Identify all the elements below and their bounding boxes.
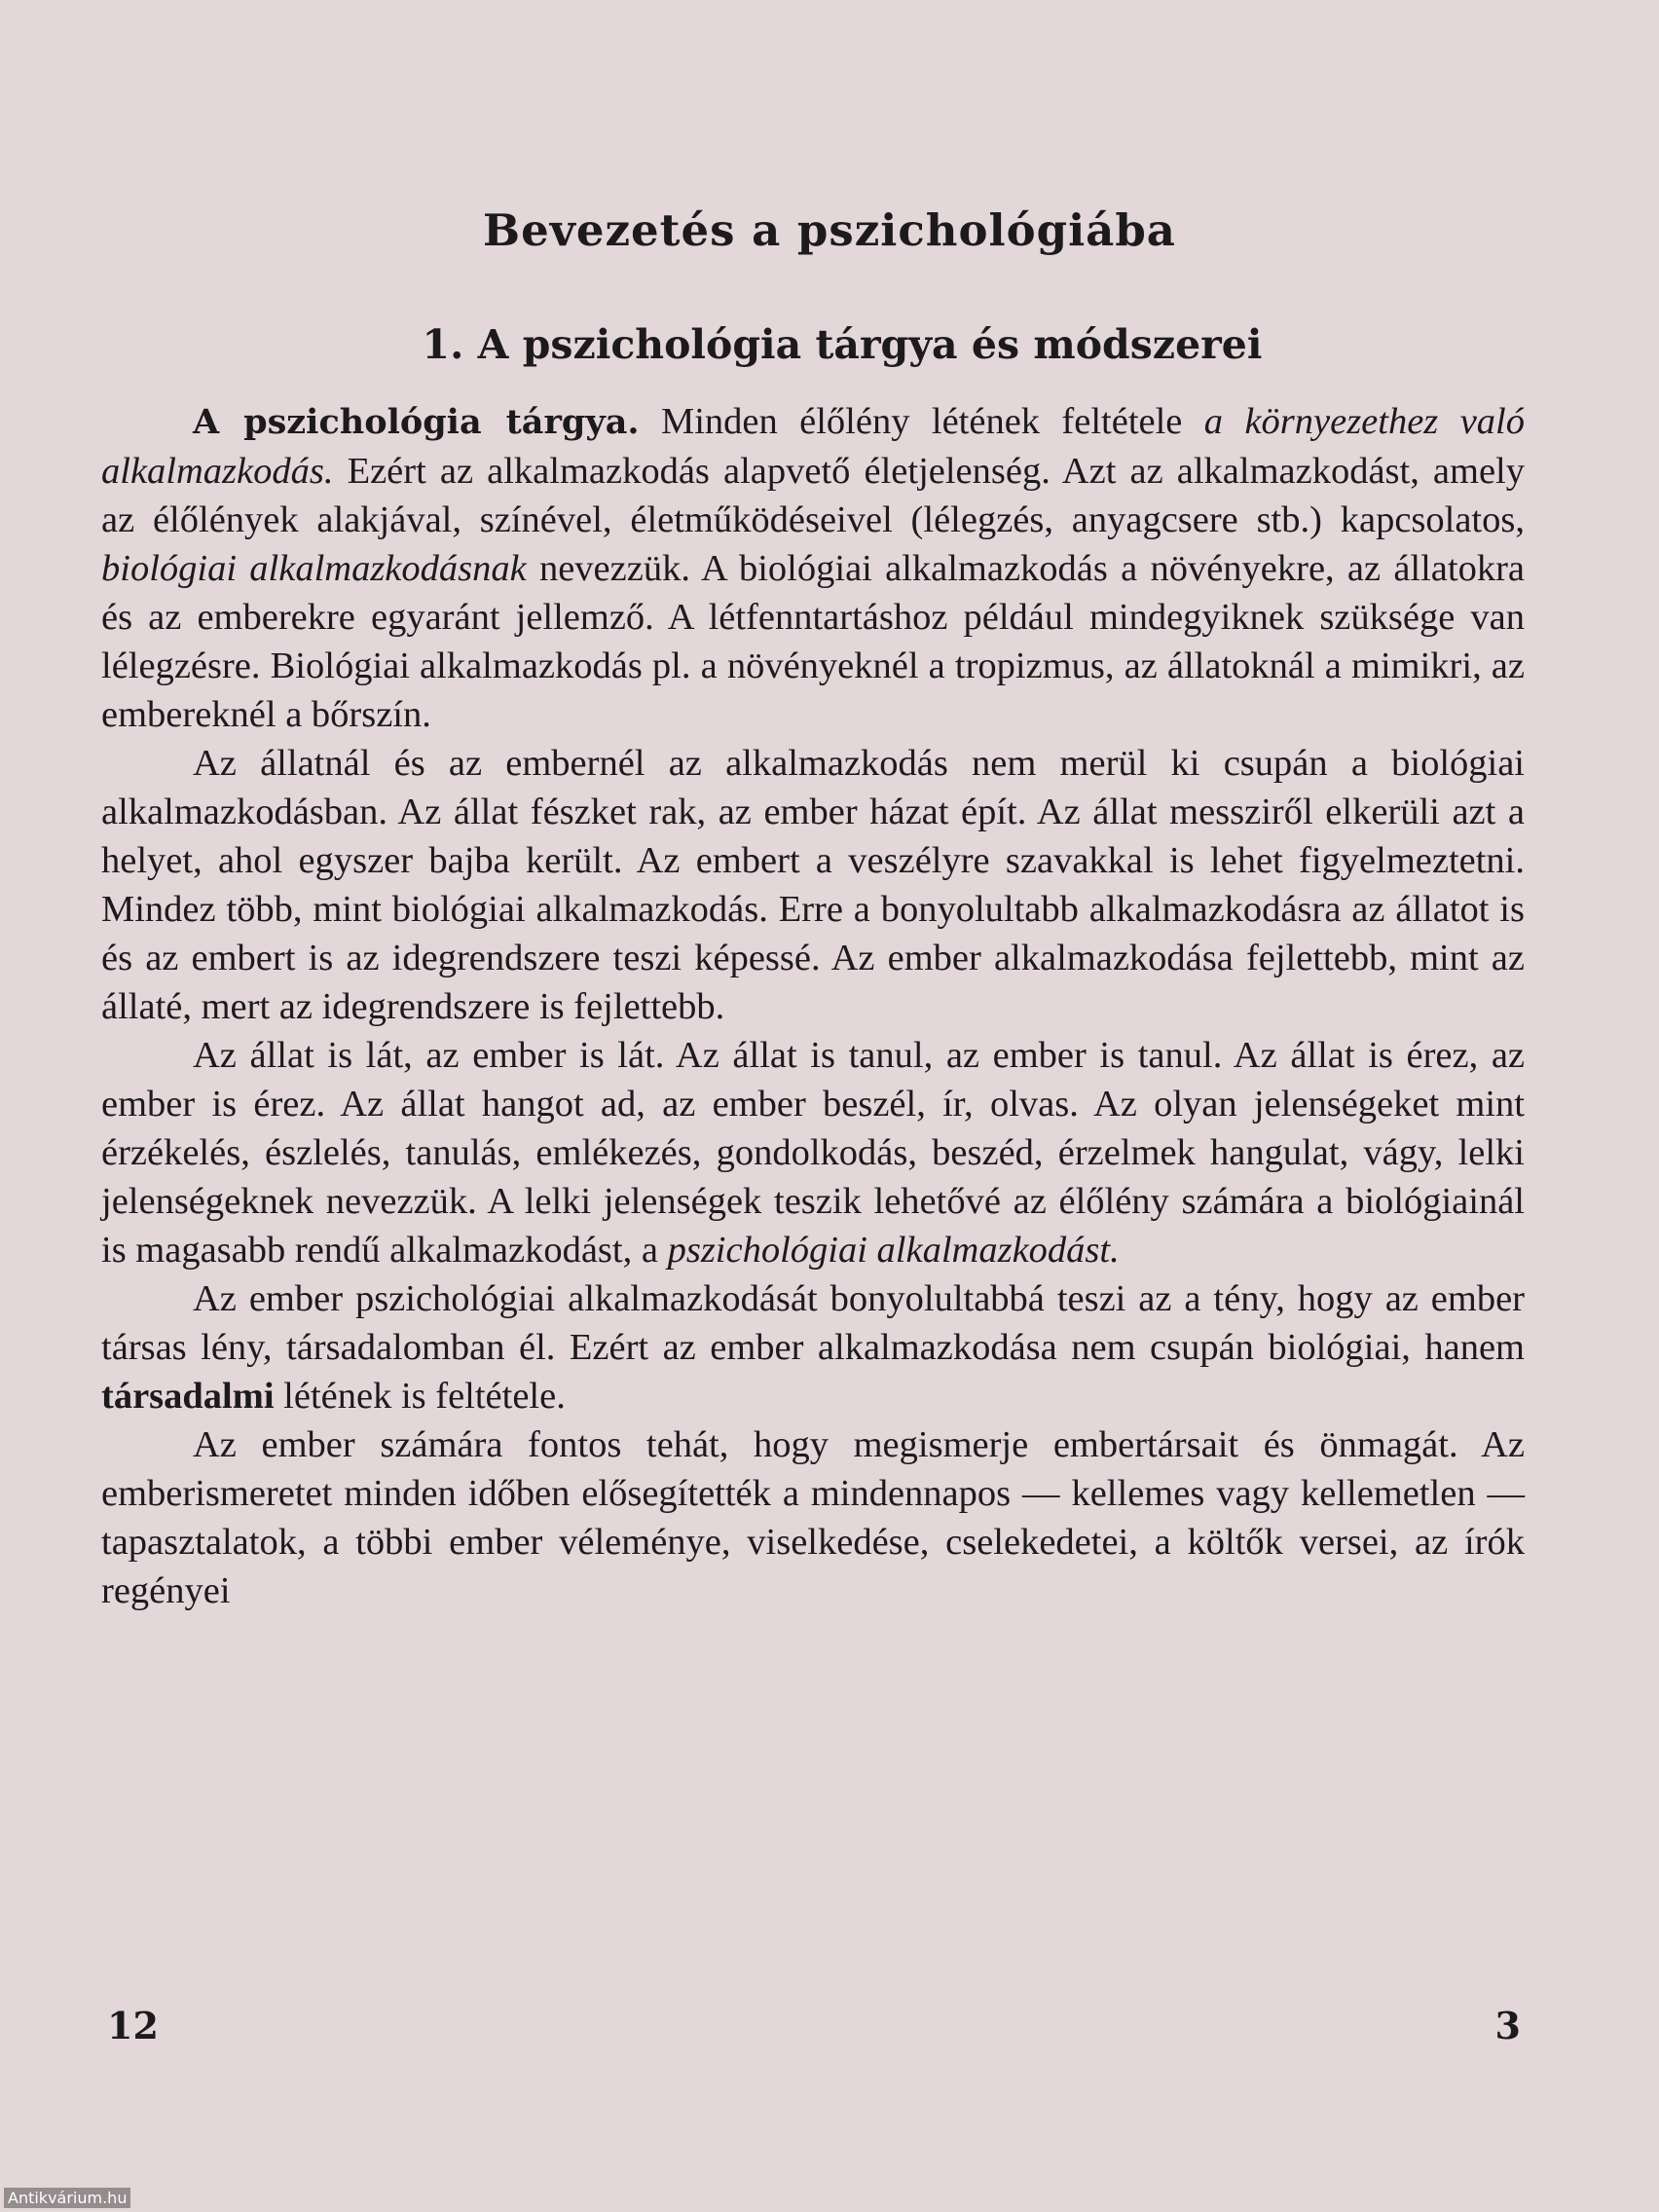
paragraph-3 xyxy=(101,1031,1525,1274)
chapter-title: 1. A pszichológia tárgya és módszerei xyxy=(422,321,1263,368)
text-run: Ezért az alkalmazkodás alapvető életjelenség. Azt az alkalmazkodást, amely az élőlények alakjával, színével, életműködéseivel (lélegzés, anyagcsere stb.) kapcsolatos, xyxy=(101,451,1525,540)
watermark-label: Antikvárium.hu xyxy=(4,2188,130,2208)
text-run: Az állat is lát, az ember is lát. Az állat is tanul, az ember is tanul. Az állat is érez, az ember is érez. Az állat hangot ad, az ember beszél, ír, olvas. Az olyan jelenségeket mint érzékelés, észlelés, tanulás, emlékezés, gondolkodás, beszéd, érzelmek hangulat, vágy, lelki jelenségeknek nevezzük. A lelki jelenségek teszik lehetővé az élőlény számára a biológiainál is magasabb rendű alkalmazkodást, a xyxy=(101,1035,1525,1271)
text-run: Az ember pszichológiai alkalmazkodását bonyolultabbá teszi az a tény, hogy az ember társas lény, társadalomban él. Ezért az ember alkalmazkodása nem csupán biológiai, hanem xyxy=(101,1278,1525,1368)
italic-phrase: a környezethez való alkalmazkodás. xyxy=(101,401,1525,492)
italic-phrase: pszichológiai alkalmazkodást. xyxy=(667,1230,1120,1271)
text-run: létének is feltétele. xyxy=(274,1376,566,1417)
text-run: Minden élőlény létének feltétele xyxy=(639,401,1204,442)
paragraph-4 xyxy=(101,1274,1525,1420)
book-title: Bevezetés a pszichológiába xyxy=(483,204,1176,256)
run-in-heading: A pszichológia tárgya. xyxy=(193,402,640,442)
paragraph-1 xyxy=(101,397,1525,739)
italic-phrase: biológiai alkalmazkodásnak xyxy=(101,548,527,589)
printer-signature: 12 xyxy=(107,2004,159,2047)
page-number: 3 xyxy=(1494,2004,1521,2047)
paragraph-2: Az állatnál és az embernél az alkalmazkodás nem merül ki csupán a biológiai alkalmazkodásban. Az állat fészket rak, az ember házat épít. Az állat messziről elkerüli azt a helyet, ahol egyszer bajba került. Az embert a veszélyre szavakkal is lehet figyelmeztetni. Mindez több, mint biológiai alkalmazkodás. Erre a bonyolultabb alkalmazkodásra az állatot is és az embert is az idegrendszere teszi képessé. Az ember alkalmazkodása fejlettebb, mint az állaté, mert az idegrendszere is fejlettebb. xyxy=(101,743,1525,1027)
text-run: nevezzük. A biológiai alkalmazkodás a növényekre, az állatokra és az emberekre egyaránt jellemző. A létfenntartáshoz például mindegyiknek szüksége van lélegzésre. Biológiai alkalmazkodás pl. a növényeknél a tropizmus, az állatoknál a mimikri, az embereknél a bőrszín. xyxy=(101,548,1525,735)
emphasis-word: társadalmi xyxy=(101,1376,275,1417)
paragraph-5: Az ember számára fontos tehát, hogy megismerje embertársait és önmagát. Az emberismeretet minden időben elősegítették a mindennapos — kellemes vagy kellemetlen — tapasztalatok, a többi ember véleménye, viselkedése, cselekedetei, a költők versei, az írók regényei xyxy=(101,1424,1525,1611)
body-text xyxy=(101,397,1525,1615)
